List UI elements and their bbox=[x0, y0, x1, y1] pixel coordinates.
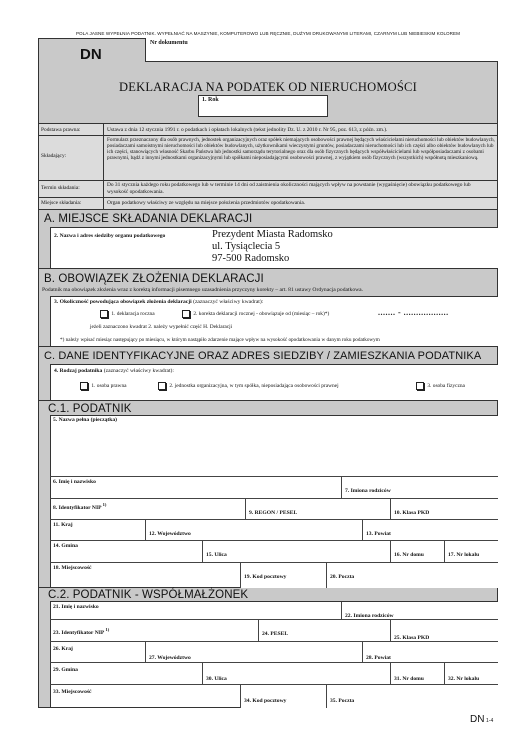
tax-office-line3: 97-500 Radomsko bbox=[212, 253, 290, 264]
checkbox-icon[interactable] bbox=[158, 382, 166, 390]
field-24-label: 24. PESEL bbox=[262, 631, 289, 637]
c-option-unit[interactable] bbox=[158, 382, 339, 390]
field-6-label: 6. Imię i nazwisko bbox=[53, 479, 96, 485]
podstawa-text: Ustawa z dnia 12 stycznia 1991 r. o podatkach i opłatach lokalnych (tekst jednolity Dz. U. z 2010 r. Nr 95, poz. 613, z późn. zm.). bbox=[107, 127, 388, 133]
field-35-label: 35. Poczta bbox=[330, 698, 355, 704]
checkbox-icon[interactable] bbox=[416, 382, 424, 390]
q3-label bbox=[54, 299, 263, 306]
section-b-title: B. OBOWIĄZEK ZŁOŻENIA DEKLARACJI bbox=[44, 273, 264, 285]
field-31-label: 31. Nr domu bbox=[394, 676, 424, 682]
field-20-label: 20. Poczta bbox=[330, 574, 355, 580]
q4-label-text: 4. Rodzaj podatnika bbox=[54, 368, 103, 374]
field-23-label bbox=[53, 626, 109, 637]
checkbox-icon[interactable] bbox=[182, 310, 190, 318]
b-note: jeżeli zaznaczono kwadrat 2. należy wypełnić część H. Deklaracji bbox=[90, 324, 233, 330]
field-28-cell[interactable] bbox=[362, 642, 498, 662]
field-15-cell[interactable] bbox=[202, 541, 390, 562]
tax-office-line1: Prezydent Miasta Radomsko bbox=[212, 229, 333, 240]
field-34-cell[interactable] bbox=[240, 685, 326, 708]
field-29-label: 29. Gmina bbox=[53, 667, 78, 673]
field-22-cell[interactable] bbox=[341, 602, 498, 619]
instruction-text: POLA JASNE WYPEŁNIA PODATNIK. WYPEŁNIAĆ NA MASZYNIE, KOMPUTEROWO LUB RĘCZNIE, DUŻYMI DRUKOWANYMI LITERAMI, CZARNYM LUB NIEBIESKIM KOLOREM bbox=[75, 31, 461, 36]
c-option-unit-label: 2. jednostka organizacyjna, w tym spółka, nieposiadająca osobowości prawnej bbox=[169, 383, 339, 390]
info-row-line bbox=[38, 135, 498, 136]
field-11-label: 11. Kraj bbox=[53, 522, 73, 528]
q4-hint: (zaznaczyć właściwy kwadrat): bbox=[103, 368, 174, 374]
field-33-label: 33. Miejscowość bbox=[53, 689, 92, 695]
field-14-label: 14. Gmina bbox=[53, 543, 78, 549]
termin-label: Termin składania: bbox=[41, 185, 80, 191]
b-footnote: *) należy wpisać miesiąc następujący po miesiącu, w którym nastąpiło zdarzenie mające wpływ na wysokość opodatkowania w danym roku podatkowym bbox=[60, 337, 380, 343]
doc-number-field[interactable] bbox=[145, 38, 498, 62]
section-a-title: A. MIEJSCE SKŁADANIA DEKLARACJI bbox=[44, 213, 253, 225]
doc-number-label: Nr dokumentu bbox=[150, 40, 188, 46]
field-20-cell[interactable] bbox=[326, 563, 498, 588]
field-19-cell[interactable] bbox=[240, 563, 326, 588]
field-9-label: 9. REGON / PESEL bbox=[249, 510, 298, 516]
info-row-line bbox=[38, 180, 498, 181]
year-label: 1. Rok bbox=[202, 97, 219, 103]
field-19-label: 19. Kod pocztowy bbox=[244, 574, 287, 580]
q3-hint: (zaznaczyć właściwy kwadrat): bbox=[193, 299, 264, 305]
field-17-cell[interactable] bbox=[444, 541, 498, 562]
footer-form-code: DN bbox=[470, 714, 485, 725]
checkbox-icon[interactable] bbox=[80, 382, 88, 390]
miejsce-label: Miejsce składania: bbox=[41, 200, 82, 206]
field-8-sup: 1) bbox=[102, 502, 107, 507]
field-34-label: 34. Kod pocztowy bbox=[244, 698, 287, 704]
field-5-label: 5. Nazwa pełna (pieczątka) bbox=[53, 417, 118, 423]
field-27-label: 27. Województwo bbox=[149, 655, 191, 661]
field-17-label: 17. Nr lokalu bbox=[448, 552, 480, 558]
field-8-label bbox=[53, 501, 106, 512]
field-25-label: 25. Klasa PKD bbox=[394, 635, 430, 641]
skladajacy-label: Składający: bbox=[41, 153, 67, 159]
field-5-input[interactable] bbox=[51, 425, 497, 475]
section-c1-title: C.1. PODATNIK bbox=[48, 403, 132, 415]
c-option-legal[interactable] bbox=[80, 382, 127, 390]
correction-date-input[interactable]: ....... - .................. bbox=[378, 308, 449, 317]
field-23-label-text: 23. Identyfikator NIP bbox=[53, 629, 105, 636]
field-15-label: 15. Ulica bbox=[206, 552, 227, 558]
field-28-label: 28. Powiat bbox=[366, 655, 391, 661]
form-title: DEKLARACJA NA PODATEK OD NIERUCHOMOŚCI bbox=[119, 80, 417, 94]
footer-page: 1-4 bbox=[486, 718, 494, 724]
section-c2-title: C.2. PODATNIK - WSPÓŁMAŁŻONEK bbox=[48, 589, 249, 601]
field-27-cell[interactable] bbox=[145, 642, 362, 662]
b-option-correction-label: 2. korekta deklaracji rocznej - obowiązuje od (miesiąc – rok)*) bbox=[193, 311, 330, 318]
field-30-cell[interactable] bbox=[202, 663, 390, 684]
tax-office-line2: ul. Tysiąclecia 5 bbox=[212, 241, 281, 252]
field-12-label: 12. Województwo bbox=[149, 531, 191, 537]
form-code: DN bbox=[80, 46, 102, 63]
b-option-annual-label: 1. deklaracja roczna bbox=[111, 311, 155, 318]
field-35-cell[interactable] bbox=[326, 685, 498, 708]
field-32-cell[interactable] bbox=[444, 663, 498, 684]
field-24-cell[interactable] bbox=[258, 620, 390, 641]
field-8-label-text: 8. Identyfikator NIP bbox=[53, 504, 102, 511]
b-option-correction[interactable] bbox=[182, 310, 329, 318]
field-7-label: 7. Imiona rodziców bbox=[345, 488, 391, 494]
field-18-label: 18. Miejscowość bbox=[53, 565, 92, 571]
section-b-intro: Podatnik ma obowiązek złożenia wraz z korektą informacji pisemnego uzasadnienia przyczyny korekty – art. 81 ustawy Ordynacja podatkowa. bbox=[42, 287, 364, 293]
field-30-label: 30. Ulica bbox=[206, 676, 227, 682]
field-10-cell[interactable] bbox=[390, 499, 498, 519]
c-option-legal-label: 1. osoba prawna bbox=[91, 383, 127, 390]
field-25-cell[interactable] bbox=[390, 620, 498, 641]
field-13-cell[interactable] bbox=[362, 520, 498, 540]
podstawa-label: Podstawa prawna: bbox=[41, 127, 81, 133]
field-26-label: 26. Kraj bbox=[53, 646, 73, 652]
field-23-sup: 1) bbox=[105, 627, 110, 632]
field-32-label: 32. Nr lokalu bbox=[448, 676, 480, 682]
c-option-person-label: 3. osoba fizyczna bbox=[427, 383, 465, 390]
field-13-label: 13. Powiat bbox=[366, 531, 391, 537]
q4-label bbox=[54, 368, 174, 375]
termin-text: Do 31 stycznia każdego roku podatkowego lub w terminie 14 dni od zaistnienia okoliczności mających wpływ na powstanie (wygaśnięcie) obowiązku podatkowego lub wysokość opodatkowania. bbox=[107, 182, 471, 195]
field-9-cell[interactable] bbox=[245, 499, 390, 519]
field-22-label: 22. Imiona rodziców bbox=[345, 613, 394, 619]
tax-office-label: 2. Nazwa i adres siedziby organu podatkowego bbox=[54, 233, 166, 239]
c-option-person[interactable] bbox=[416, 382, 465, 390]
q3-label-text: 3. Okoliczność powodująca obowiązek złożenia deklaracji bbox=[54, 299, 192, 305]
field-16-cell[interactable] bbox=[390, 541, 444, 562]
section-c-title: C. DANE IDENTYFIKACYJNE ORAZ ADRES SIEDZIBY / ZAMIESZKANIA PODATNIKA bbox=[44, 350, 482, 362]
field-7-cell[interactable] bbox=[341, 477, 498, 498]
miejsce-text: Organ podatkowy właściwy ze względu na miejsce położenia przedmiotów opodatkowania. bbox=[107, 200, 306, 206]
field-21-label: 21. Imię i nazwisko bbox=[53, 604, 99, 610]
field-12-cell[interactable] bbox=[145, 520, 362, 540]
b-option-annual[interactable] bbox=[100, 310, 155, 318]
skladajacy-text: Formularz przeznaczony dla osób prawnych, jednostek organizacyjnych oraz spółek niemających osobowości prawnej będących właścicielami nieruchomości lub obiektów budowlanych, posiadaczami samoistnymi nieruchomości lub obiektów budowlanych, użytkownikami wieczystymi gruntów, posiadaczami nieruchomości lub ich części albo obiektów budowlanych lub ich części, stanowiących własność Skarbu Państwa lub jednostki samorządu terytorialnego oraz dla osób fizycznych będących współwłaścicielami lub współposiadaczami z osobami prawnymi, bądź z innymi jednostkami organizacyjnymi lub spółkami nieposiadającymi osobowości prawnej, z wyjątkiem osób fizycznych (wszystkich) współnotą mieszkaniową. bbox=[107, 137, 495, 162]
checkbox-icon[interactable] bbox=[100, 310, 108, 318]
field-16-label: 16. Nr domu bbox=[394, 552, 424, 558]
field-10-label: 10. Klasa PKD bbox=[394, 510, 430, 516]
field-31-cell[interactable] bbox=[390, 663, 444, 684]
info-row-line bbox=[38, 197, 498, 198]
